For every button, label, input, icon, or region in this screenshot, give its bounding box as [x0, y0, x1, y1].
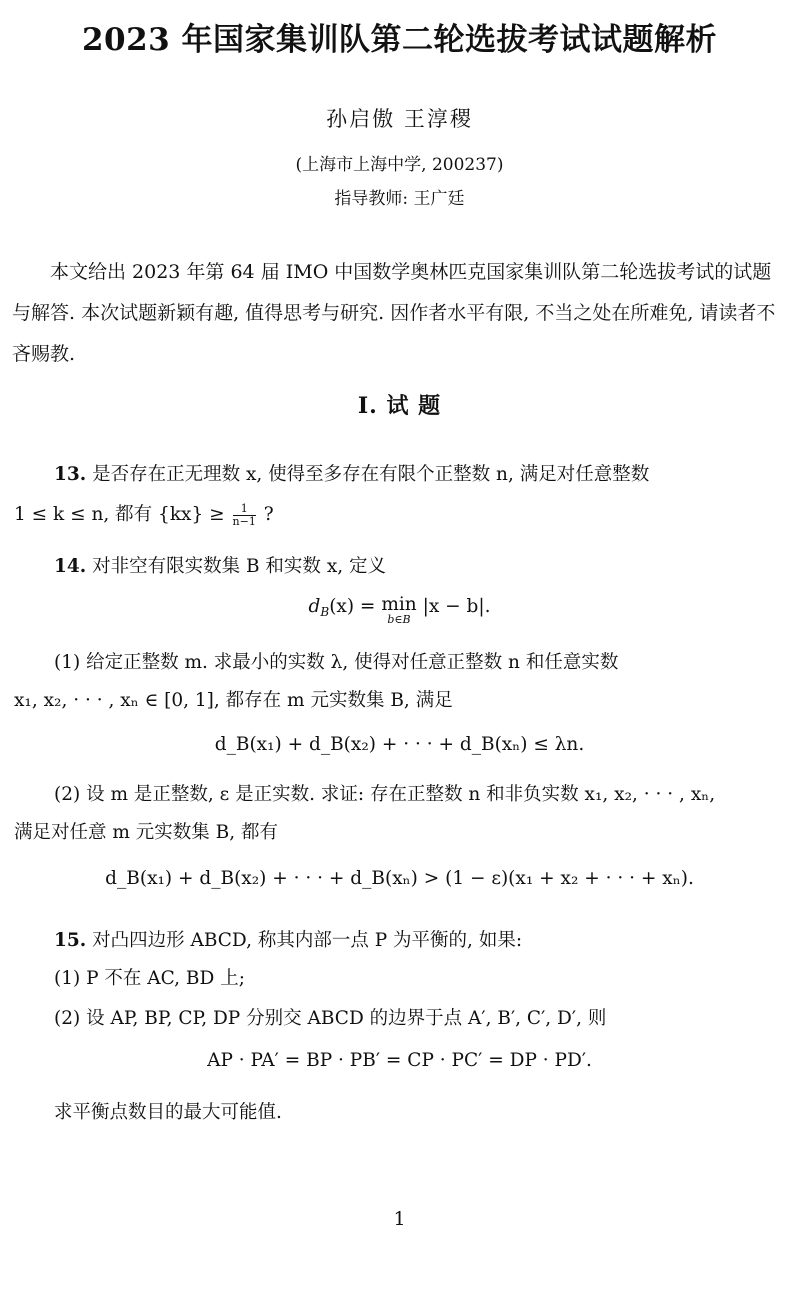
min-label: min: [381, 594, 417, 615]
paper-title: 2023 年国家集训队第二轮选拔考试试题解析: [81, 22, 718, 58]
problem-text: 对非空有限实数集 B 和实数 x, 定义: [92, 556, 387, 577]
formula-subscript: B: [320, 605, 330, 619]
problem-13-line-2: [14, 500, 784, 528]
balance-formula: AP · PA′ = BP · PB′ = CP · PC′ = DP · PD′.: [207, 1050, 592, 1071]
problem-number: 13.: [54, 464, 87, 485]
problem-text: ?: [263, 504, 274, 525]
definition-formula: [0, 596, 799, 626]
authors: 孙启傲 王淳稷: [326, 107, 473, 131]
min-limit: b∈B: [387, 613, 411, 626]
part-2-line-2: 满足对任意 m 元实数集 B, 都有: [14, 822, 279, 843]
advisor: 指导教师: 王广廷: [334, 189, 465, 209]
part-1-line-1: (1) 给定正整数 m. 求最小的实数 λ, 使得对任意正整数 n 和任意实数: [54, 652, 619, 673]
problem-13-line-1: [54, 460, 799, 486]
affiliation: (上海市上海中学, 200237): [295, 155, 504, 175]
min-operator: [381, 596, 416, 626]
fraction-denominator: n−1: [232, 514, 256, 528]
fraction-numerator: 1: [233, 503, 256, 516]
page-number: 1: [393, 1208, 406, 1230]
part-2-line-1: (2) 设 m 是正整数, ε 是正实数. 求证: 存在正整数 n 和非负实数 x₁, x₂, · · · , xₙ,: [54, 784, 716, 805]
section-title: I. 试 题: [357, 393, 442, 419]
abstract: 本文给出 2023 年第 64 届 IMO 中国数学奥林匹克国家集训队第二轮选拔考试的试题与解答. 本次试题新颖有趣, 值得思考与研究. 因作者水平有限, 不当之处在所难免, 请读者不吝赐教.: [12, 261, 776, 365]
problem-15-intro: [54, 926, 799, 952]
part-2-formula: d_B(x₁) + d_B(x₂) + · · · + d_B(xₙ) > (1 − ε)(x₁ + x₂ + · · · + xₙ).: [105, 868, 694, 889]
problem-14-intro: [54, 552, 799, 578]
formula-part: (x) =: [329, 596, 376, 617]
problem-text: 1 ≤ k ≤ n, 都有 {kx} ≥: [14, 504, 225, 525]
problem-number: 15.: [54, 930, 87, 951]
formula-part: d: [308, 596, 321, 617]
problem-number: 14.: [54, 556, 87, 577]
fraction: [233, 503, 256, 528]
part-1-line-2: x₁, x₂, · · · , xₙ ∈ [0, 1], 都存在 m 元实数集 B, 满足: [14, 690, 453, 711]
condition-2: (2) 设 AP, BP, CP, DP 分别交 ABCD 的边界于点 A′, B′, C′, D′, 则: [54, 1008, 607, 1029]
formula-part: |x − b|.: [422, 596, 491, 617]
condition-1: (1) P 不在 AC, BD 上;: [54, 968, 245, 989]
problem-15-question: 求平衡点数目的最大可能值.: [54, 1102, 282, 1123]
problem-text: 对凸四边形 ABCD, 称其内部一点 P 为平衡的, 如果:: [92, 930, 523, 951]
problem-text: 是否存在正无理数 x, 使得至多存在有限个正整数 n, 满足对任意整数: [92, 464, 650, 485]
part-1-formula: d_B(x₁) + d_B(x₂) + · · · + d_B(xₙ) ≤ λn.: [214, 734, 585, 755]
